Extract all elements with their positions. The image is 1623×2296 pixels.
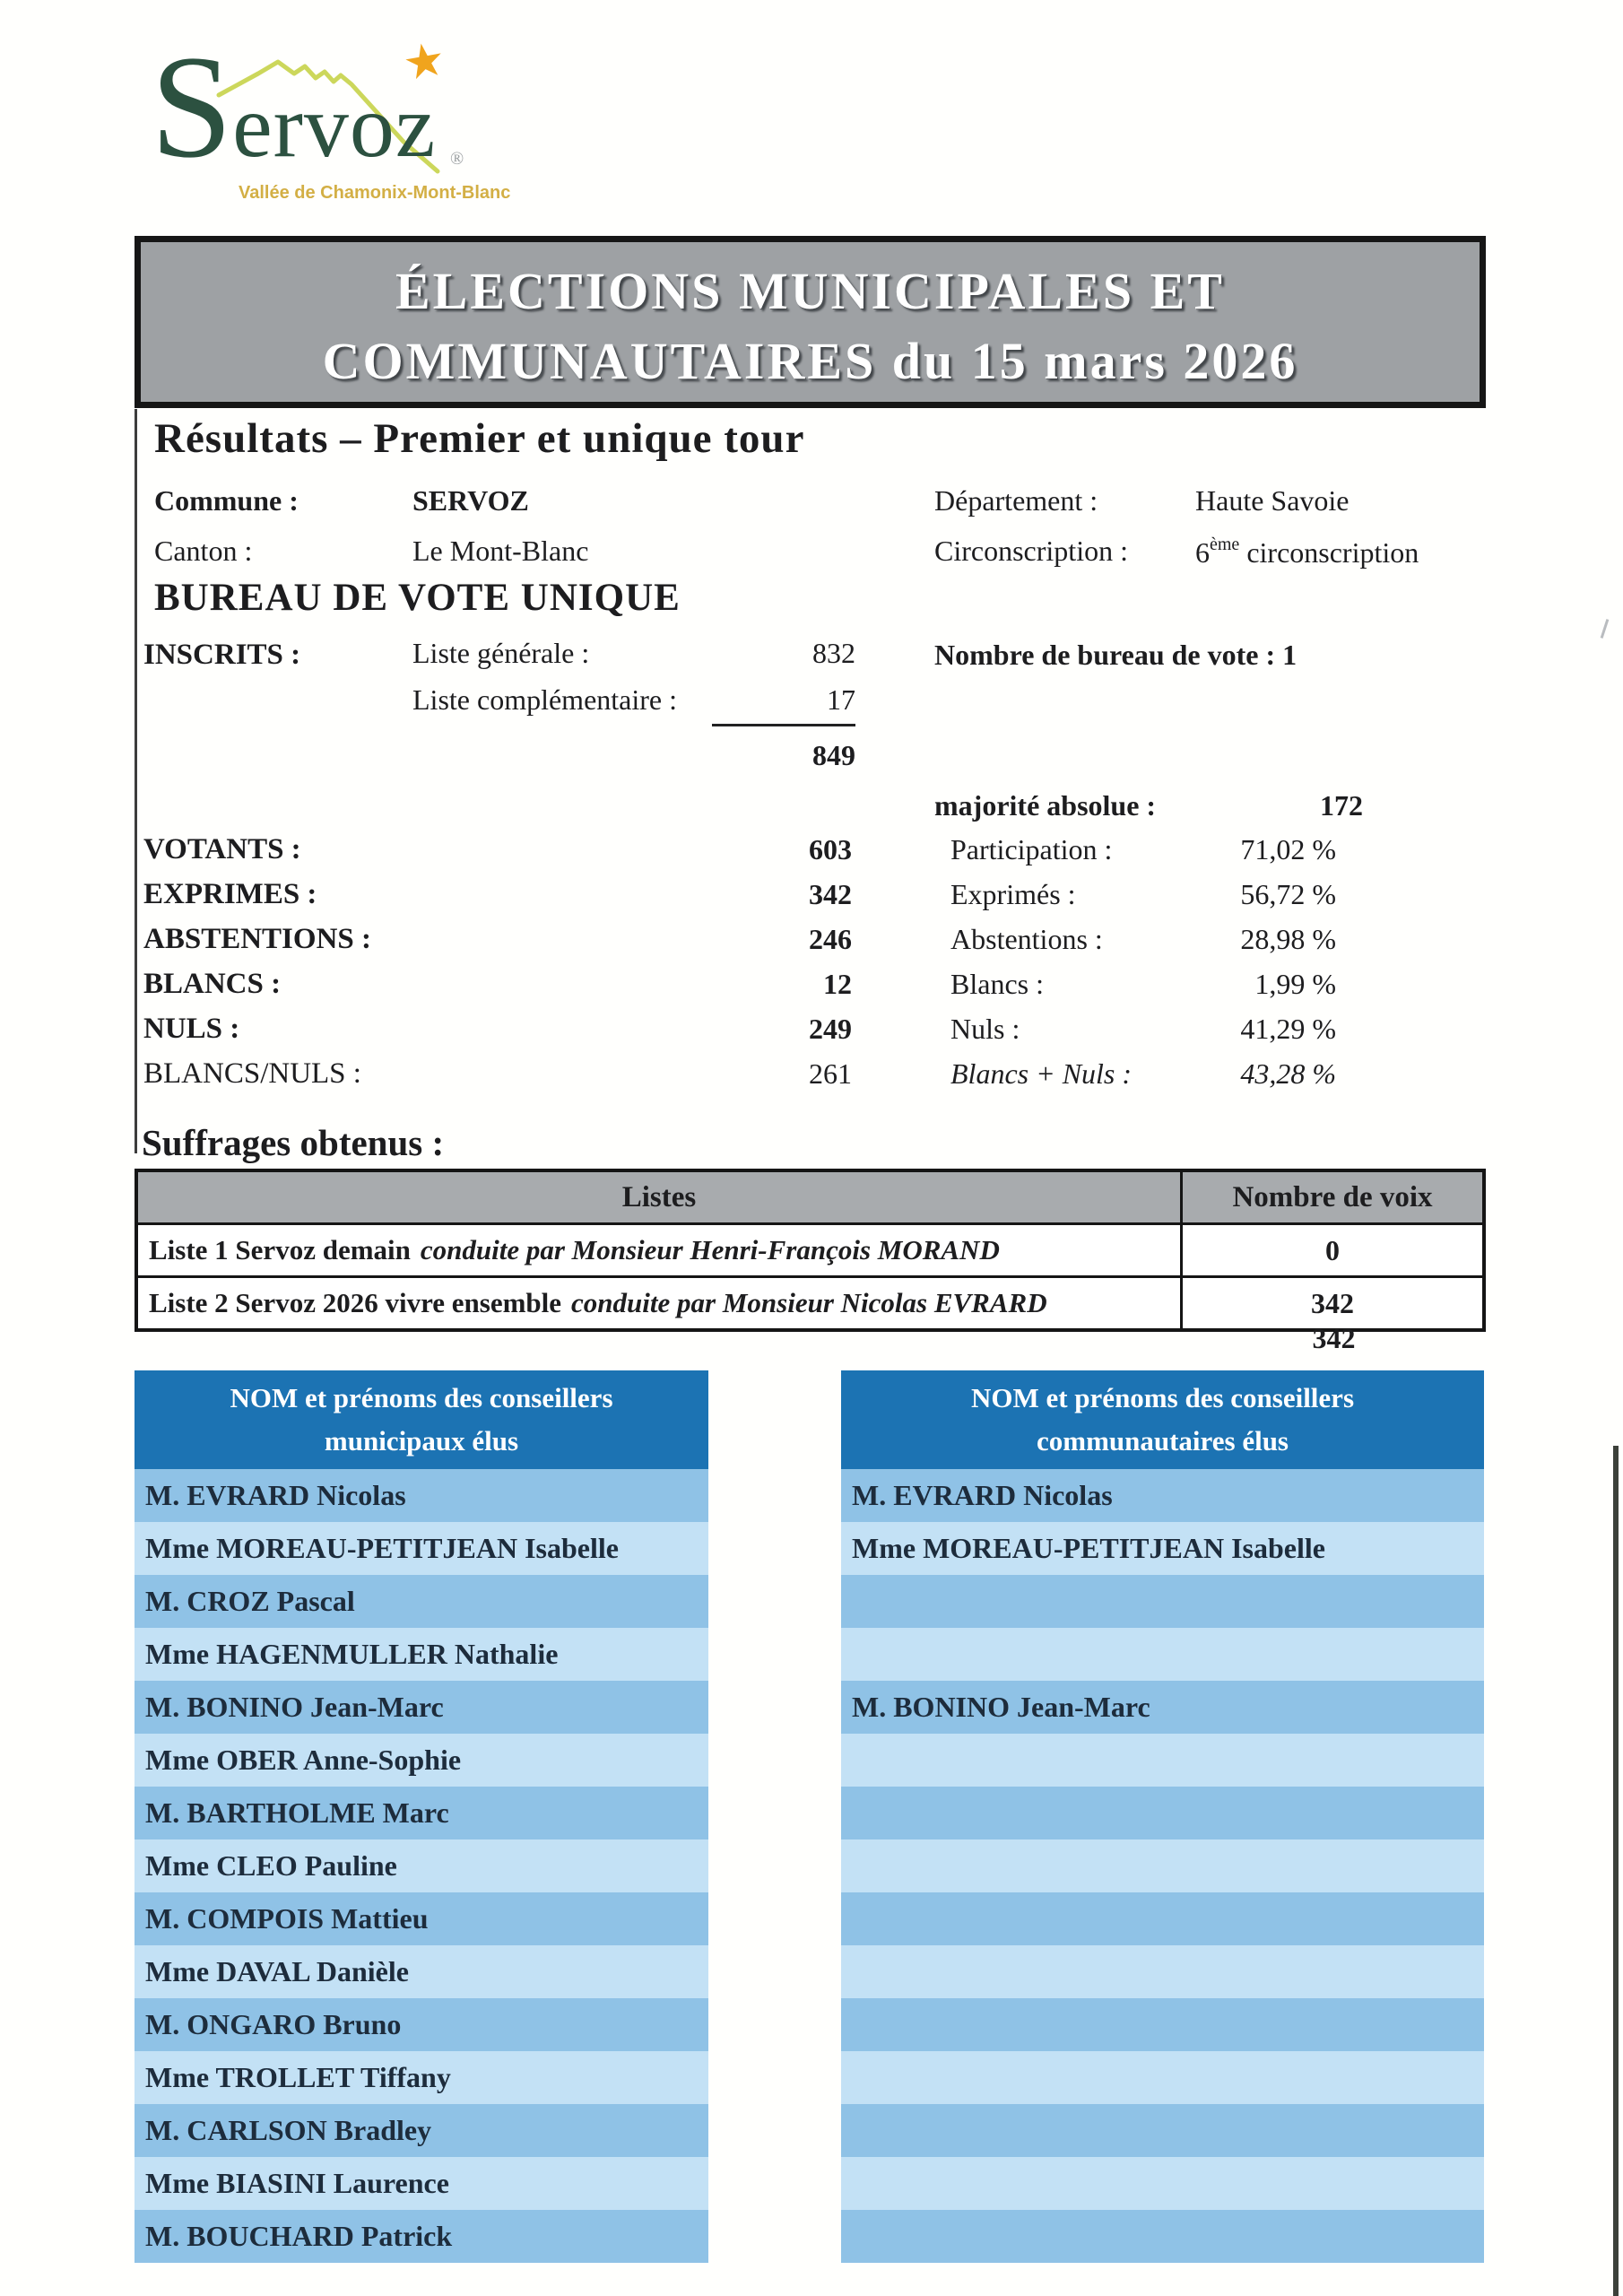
liste-name: Liste 1 Servoz demain bbox=[149, 1234, 411, 1265]
servoz-logo bbox=[142, 26, 554, 222]
logo-tagline: Vallée de Chamonix-Mont-Blanc bbox=[239, 183, 511, 203]
star-icon: ★ bbox=[399, 33, 450, 91]
stat-value: 342 bbox=[809, 877, 852, 910]
table-row bbox=[138, 1278, 1482, 1328]
conseillers-communautaires-table bbox=[841, 1370, 1484, 2263]
stat-pct-value: 41,29 % bbox=[1240, 1012, 1336, 1045]
circonscription-value bbox=[1195, 535, 1419, 570]
conseiller-row: M. ONGARO Bruno bbox=[135, 1998, 708, 2051]
suffrages-title: Suffrages obtenus : bbox=[142, 1122, 445, 1163]
commune-label: Commune : bbox=[154, 484, 299, 517]
conseiller-row bbox=[841, 1787, 1484, 1839]
conseiller-row: M. EVRARD Nicolas bbox=[135, 1469, 708, 1522]
stat-label: VOTANTS : bbox=[143, 832, 301, 865]
conseiller-row bbox=[841, 2104, 1484, 2157]
stat-label: BLANCS : bbox=[143, 967, 282, 1000]
stat-row bbox=[143, 872, 1399, 917]
logo-wordmark bbox=[151, 26, 437, 188]
liste-conduite: conduite par Monsieur Henri-François MORAND bbox=[420, 1234, 1000, 1265]
liste-name: Liste 2 Servoz 2026 vivre ensemble bbox=[149, 1287, 562, 1318]
conseiller-row bbox=[841, 1575, 1484, 1628]
table-row bbox=[138, 1225, 1482, 1278]
conseiller-row: Mme MOREAU-PETITJEAN Isabelle bbox=[135, 1522, 708, 1575]
departement-label: Département : bbox=[934, 484, 1098, 517]
title-banner bbox=[135, 236, 1486, 408]
canton-value: Le Mont-Blanc bbox=[412, 535, 589, 567]
conseillers-communautaires-header bbox=[841, 1370, 1484, 1469]
stat-row bbox=[143, 1006, 1399, 1051]
conseiller-row bbox=[841, 2210, 1484, 2263]
conseiller-row: Mme DAVAL Danièle bbox=[135, 1945, 708, 1998]
inscrits-total-value: 849 bbox=[812, 739, 855, 771]
majorite-label: majorité absolue : bbox=[934, 789, 1157, 822]
header-line1: NOM et prénoms des conseillers bbox=[970, 1382, 1355, 1413]
conseillers-municipaux-body bbox=[135, 1469, 708, 2263]
left-margin-rule bbox=[135, 409, 137, 1153]
conseillers-municipaux-table bbox=[135, 1370, 708, 2263]
conseillers-communautaires-body bbox=[841, 1469, 1484, 2263]
stat-value: 261 bbox=[809, 1057, 852, 1090]
logo-rest: ervoz bbox=[232, 76, 437, 176]
stat-value: 246 bbox=[809, 922, 852, 955]
conseiller-row: M. CARLSON Bradley bbox=[135, 2104, 708, 2157]
stat-pct-value: 43,28 % bbox=[1240, 1057, 1336, 1090]
conseiller-row: Mme OBER Anne-Sophie bbox=[135, 1734, 708, 1787]
liste-voix-cell: 0 bbox=[1325, 1234, 1340, 1266]
stat-row bbox=[143, 917, 1399, 961]
liste-generale-row bbox=[412, 637, 855, 683]
stat-pct-label: Blancs : bbox=[950, 967, 1044, 1000]
liste-name-cell bbox=[138, 1278, 1183, 1328]
stat-value: 603 bbox=[809, 832, 852, 865]
liste-complementaire-row bbox=[412, 683, 855, 730]
inscrits-total-row bbox=[412, 739, 855, 786]
inscrits-grid bbox=[412, 637, 855, 786]
commune-value: SERVOZ bbox=[412, 484, 529, 517]
stat-pct-value: 1,99 % bbox=[1254, 967, 1336, 1000]
conseiller-row: M. BARTHOLME Marc bbox=[135, 1787, 708, 1839]
departement-value: Haute Savoie bbox=[1195, 484, 1350, 517]
stat-row bbox=[143, 1051, 1399, 1096]
nb-bureau-text: Nombre de bureau de vote : 1 bbox=[934, 639, 1298, 671]
liste-generale-value: 832 bbox=[812, 637, 855, 669]
stat-pct-label: Participation : bbox=[950, 832, 1113, 865]
registered-trademark-icon: ® bbox=[450, 149, 464, 169]
suffrages-total: 342 bbox=[1312, 1322, 1356, 1354]
conseiller-row: M. BONINO Jean-Marc bbox=[841, 1681, 1484, 1734]
conseiller-row bbox=[841, 1998, 1484, 2051]
liste-generale-label: Liste générale : bbox=[412, 637, 590, 669]
header-line2: communautaires élus bbox=[1036, 1425, 1289, 1457]
inscrits-label: INSCRITS : bbox=[143, 639, 301, 671]
scan-tick-artifact bbox=[1601, 619, 1610, 639]
conseiller-row: Mme CLEO Pauline bbox=[135, 1839, 708, 1892]
circonscription-label: Circonscription : bbox=[934, 535, 1128, 567]
results-title: Résultats – Premier et unique tour bbox=[154, 415, 805, 462]
bureau-title: BUREAU DE VOTE UNIQUE bbox=[154, 577, 681, 619]
stat-pct-label: Exprimés : bbox=[950, 877, 1076, 910]
conseiller-row bbox=[841, 2051, 1484, 2104]
stat-pct-value: 28,98 % bbox=[1240, 922, 1336, 955]
stat-label: EXPRIMES : bbox=[143, 877, 317, 910]
conseiller-row: M. EVRARD Nicolas bbox=[841, 1469, 1484, 1522]
circonscription-sup: ème bbox=[1210, 535, 1240, 554]
column-header-listes: Listes bbox=[138, 1172, 1183, 1222]
conseiller-row bbox=[841, 1892, 1484, 1945]
liste-name-cell bbox=[138, 1225, 1183, 1275]
conseiller-row bbox=[841, 1734, 1484, 1787]
conseiller-row: Mme BIASINI Laurence bbox=[135, 2157, 708, 2210]
suffrages-table-body bbox=[138, 1225, 1482, 1328]
banner-line2: COMMUNAUTAIRES du 15 mars 2026 bbox=[322, 332, 1298, 390]
conseiller-row: Mme HAGENMULLER Nathalie bbox=[135, 1628, 708, 1681]
stat-label: NULS : bbox=[143, 1012, 240, 1045]
header-line1: NOM et prénoms des conseillers bbox=[230, 1382, 613, 1413]
conseiller-row bbox=[841, 1839, 1484, 1892]
liste-voix-cell: 342 bbox=[1311, 1287, 1354, 1319]
banner-line1: ÉLECTIONS MUNICIPALES ET bbox=[395, 262, 1225, 320]
liste-conduite: conduite par Monsieur Nicolas EVRARD bbox=[571, 1287, 1047, 1318]
stat-pct-value: 71,02 % bbox=[1240, 832, 1336, 865]
stat-label: ABSTENTIONS : bbox=[143, 922, 371, 955]
column-header-voix: Nombre de voix bbox=[1232, 1181, 1433, 1213]
circonscription-rest: circonscription bbox=[1239, 536, 1419, 569]
liste-complementaire-label: Liste complémentaire : bbox=[412, 683, 677, 716]
circonscription-num: 6 bbox=[1195, 536, 1210, 569]
conseiller-row: M. BOUCHARD Patrick bbox=[135, 2210, 708, 2263]
stat-pct-label: Nuls : bbox=[950, 1012, 1020, 1045]
stat-row bbox=[143, 827, 1399, 872]
stat-value: 249 bbox=[809, 1012, 852, 1045]
conseiller-row: Mme MOREAU-PETITJEAN Isabelle bbox=[841, 1522, 1484, 1575]
logo-initial: S bbox=[151, 26, 233, 188]
stats-block bbox=[143, 827, 1399, 1096]
stat-row bbox=[143, 961, 1399, 1006]
suffrages-table-header bbox=[138, 1172, 1482, 1225]
conseiller-row: M. BONINO Jean-Marc bbox=[135, 1681, 708, 1734]
stat-pct-value: 56,72 % bbox=[1240, 877, 1336, 910]
majorite-value: 172 bbox=[1320, 789, 1363, 822]
conseiller-row bbox=[841, 1945, 1484, 1998]
conseiller-row bbox=[841, 1628, 1484, 1681]
conseiller-row: M. COMPOIS Mattieu bbox=[135, 1892, 708, 1945]
conseiller-row: Mme TROLLET Tiffany bbox=[135, 2051, 708, 2104]
canton-label: Canton : bbox=[154, 535, 253, 567]
conseiller-row: M. CROZ Pascal bbox=[135, 1575, 708, 1628]
header-line2: municipaux élus bbox=[324, 1425, 519, 1457]
stat-pct-label: Abstentions : bbox=[950, 922, 1103, 955]
liste-complementaire-value: 17 bbox=[712, 683, 855, 726]
conseillers-municipaux-header bbox=[135, 1370, 708, 1469]
stat-pct-label: Blancs + Nuls : bbox=[950, 1057, 1133, 1090]
stat-value: 12 bbox=[823, 967, 852, 1000]
stat-label: BLANCS/NULS : bbox=[143, 1057, 361, 1090]
suffrages-table bbox=[135, 1169, 1486, 1332]
scan-edge-artifact bbox=[1613, 1446, 1619, 2296]
conseiller-row bbox=[841, 2157, 1484, 2210]
